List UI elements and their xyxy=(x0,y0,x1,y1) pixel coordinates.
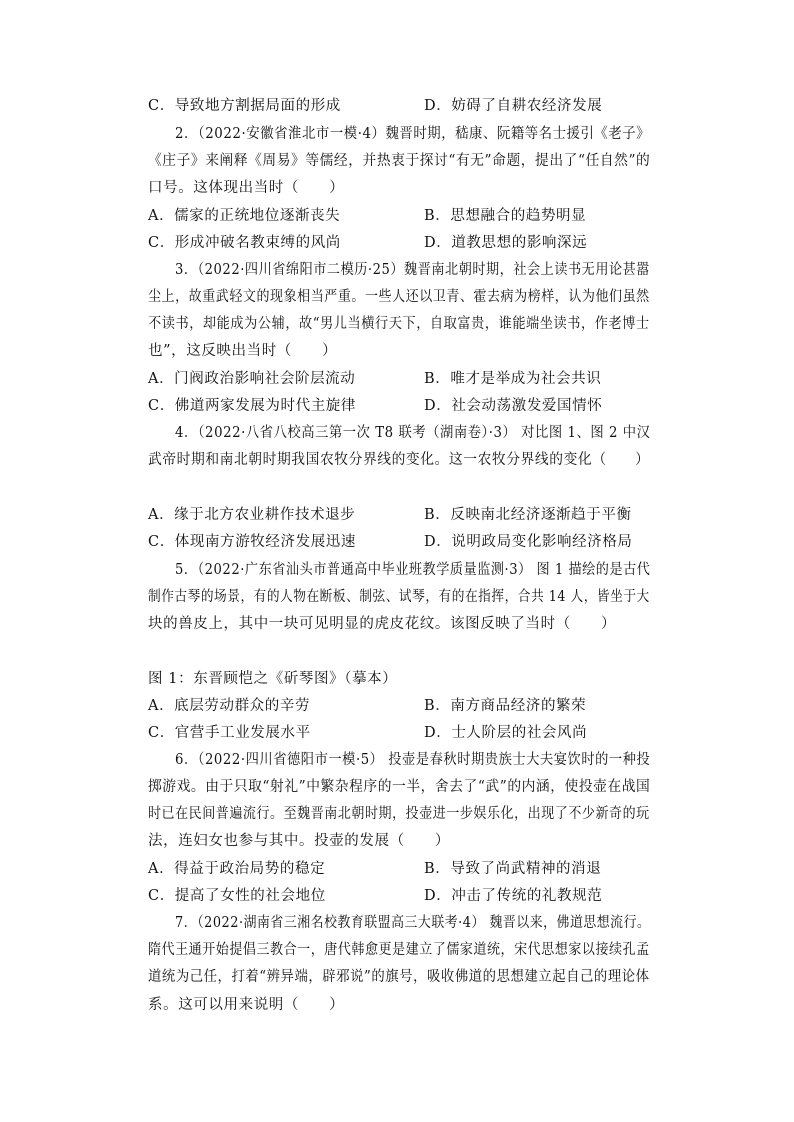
q2-option-d: D．道教思想的影响深远 xyxy=(424,235,588,251)
q5-option-d: D．士人阶层的社会风尚 xyxy=(424,725,588,741)
q2-stem-line-2: 《庄子》来阐释《周易》等儒经，并热衷于探讨“有无”命题，提出了“任自然”的 xyxy=(148,153,651,169)
q4-option-a: A．缘于北方农业耕作技术退步 xyxy=(148,507,356,523)
q4-stem-line-1: 4．（2022·八省八校高三第一次 T8 联考（湖南卷）·3） 对比图 1、图 2 中汉 xyxy=(175,425,651,441)
q7-stem-line-4: 系。这可以用来说明（ ） xyxy=(148,997,345,1013)
q6-option-a: A．得益于政治局势的稳定 xyxy=(148,861,326,877)
q1-option-c: C．导致地方割据局面的形成 xyxy=(148,98,341,114)
q7-stem-line-2: 隋代王通开始提倡三教合一，唐代韩愈更是建立了儒家道统，宋代思想家以接续孔孟 xyxy=(148,942,650,958)
q5-stem-line-1: 5．（2022·广东省汕头市普通高中毕业班教学质量监测·3） 图 1 描绘的是古代 xyxy=(175,562,651,578)
q5-stem-line-3: 块的兽皮上，其中一块可见明显的虎皮花纹。该图反映了当时（ ） xyxy=(148,616,617,632)
q2-stem-line-3: 口号。这体现出当时（ ） xyxy=(148,180,345,196)
q2-option-c: C．形成冲破名教束缚的风尚 xyxy=(148,235,341,251)
q3-stem-line-1: 3．（2022·四川省绵阳市二模历·25）魏晋南北朝时期，社会上读书无用论甚嚣 xyxy=(175,262,650,278)
q6-option-b: B．导致了尚武精神的消退 xyxy=(424,861,602,877)
q2-option-b: B．思想融合的趋势明显 xyxy=(424,208,587,224)
q4-option-d: D．说明政局变化影响经济格局 xyxy=(424,534,633,550)
q2-option-a: A．儒家的正统地位逐渐丧失 xyxy=(148,208,341,224)
q7-stem-line-3: 道统为己任，打着“辨异端，辟邪说”的旗号，吸收佛道的思想建立起自己的理论体 xyxy=(148,969,650,985)
q5-stem-line-2: 制作古琴的场景，有的人物在断板、制弦、试琴，有的在指挥，合共 14 人，皆坐于大 xyxy=(148,589,650,605)
q3-stem-line-3: 不读书，却能成为公辅，故“男儿当横行天下，自取富贵，谁能端坐读书，作老博士 xyxy=(148,316,650,332)
q6-stem-line-1: 6．（2022·四川省德阳市一模·5） 投壶是春秋时期贵族士大夫宴饮时的一种投 xyxy=(175,752,651,768)
q5-figure-caption: 图 1：东晋顾恺之《斫琴图》（摹本） xyxy=(148,671,398,687)
q4-option-c: C．体现南方游牧经济发展迅速 xyxy=(148,534,356,550)
q4-option-b: B．反映南北经济逐渐趋于平衡 xyxy=(424,507,632,523)
q6-stem-line-4: 法，连妇女也参与其中。投壶的发展（ ） xyxy=(148,833,450,849)
q4-stem-line-2: 武帝时期和南北朝时期我国农牧分界线的变化。这一农牧分界线的变化（ ） xyxy=(148,452,650,468)
q1-option-d: D．妨碍了自耕农经济发展 xyxy=(424,98,603,114)
q5-option-b: B．南方商品经济的繁荣 xyxy=(424,698,587,714)
q3-option-c: C．佛道两家发展为时代主旋律 xyxy=(148,398,356,414)
q6-option-c: C．提高了女性的社会地位 xyxy=(148,888,326,904)
q3-option-a: A．门阀政治影响社会阶层流动 xyxy=(148,371,356,387)
q6-option-d: D．冲击了传统的礼教规范 xyxy=(424,888,603,904)
q3-stem-line-2: 尘上，故重武轻文的现象相当严重。一些人还以卫青、霍去病为榜样，认为他们虽然 xyxy=(148,289,650,305)
q3-option-d: D．社会动荡激发爱国情怀 xyxy=(424,398,603,414)
q3-stem-line-4: 也”，这反映出当时（ ） xyxy=(148,343,338,359)
q7-stem-line-1: 7．（2022·湖南省三湘名校教育联盟高三大联考·4） 魏晋以来，佛道思想流行。 xyxy=(175,915,651,931)
q6-stem-line-3: 时已在民间普遍流行。至魏晋南北朝时期，投壶进一步娱乐化，出现了不少新奇的玩 xyxy=(148,806,650,822)
q3-option-b: B．唯才是举成为社会共识 xyxy=(424,371,602,387)
q6-stem-line-2: 掷游戏。由于只取“射礼”中繁杂程序的一半，舍去了“武”的内涵，使投壶在战国 xyxy=(148,779,651,795)
q5-option-c: C．官营手工业发展水平 xyxy=(148,725,311,741)
q5-option-a: A．底层劳动群众的辛劳 xyxy=(148,698,311,714)
q2-stem-line-1: 2．（2022·安徽省淮北市一模·4）魏晋时期，嵇康、阮籍等名士援引《老子》 xyxy=(175,126,651,142)
